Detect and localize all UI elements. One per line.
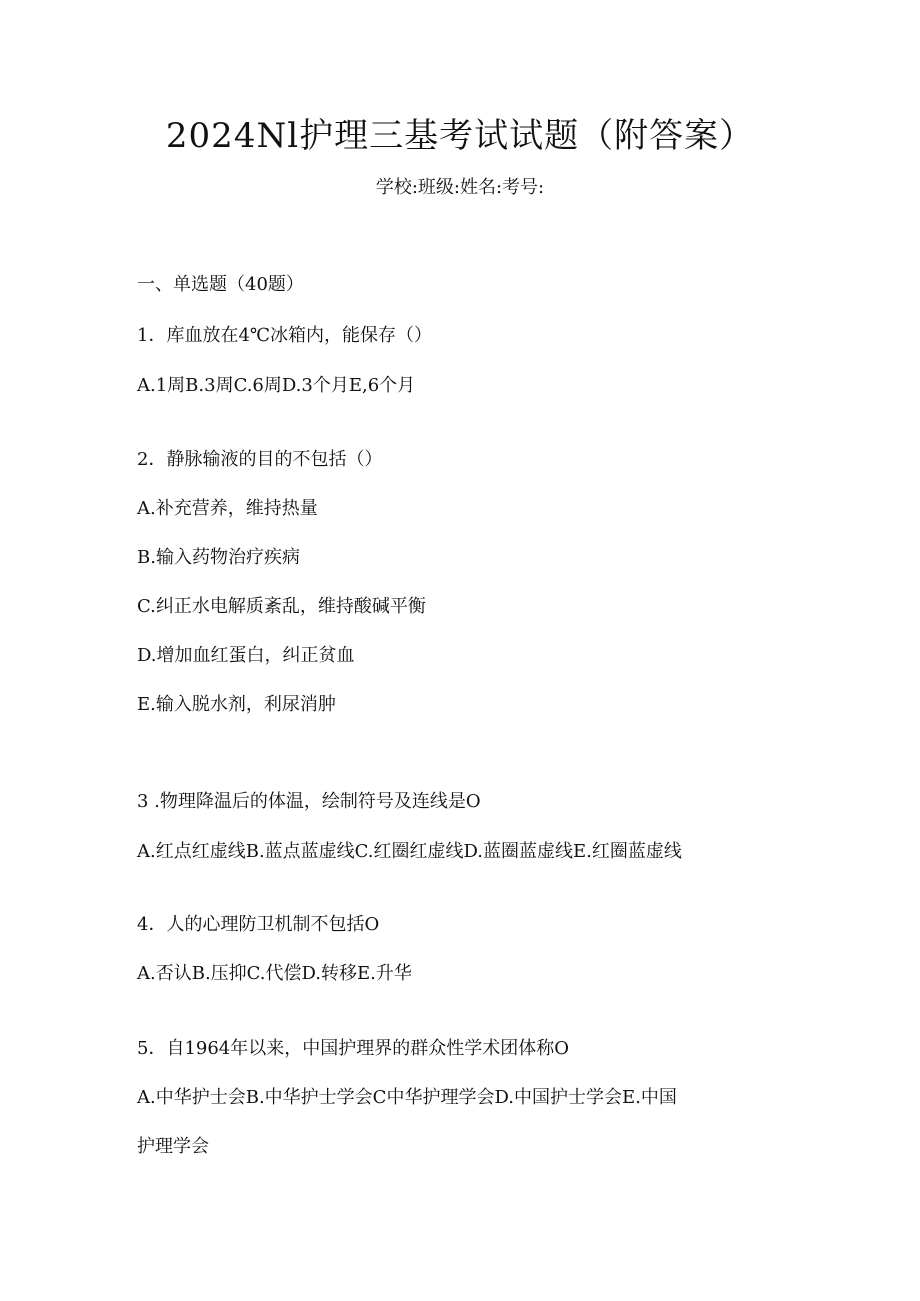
question-2-option-a: A.补充营养，维持热量	[137, 498, 318, 519]
question-2-option-e: E.输入脱水剂，利尿消肿	[137, 694, 336, 715]
question-4-options: A.否认B.压抑C.代偿D.转移E.升华	[137, 963, 412, 984]
question-5-options-continued: 护理学会	[137, 1136, 209, 1157]
question-5-options: A.中华护士会B.中华护士学会C中华护理学会D.中国护士学会E.中国	[137, 1087, 677, 1108]
question-5-stem: 5．自1964年以来，中国护理界的群众性学术团体称O	[137, 1038, 570, 1059]
question-2-option-b: B.输入药物治疗疾病	[137, 547, 300, 568]
question-2-stem: 2．静脉输液的目的不包括（）	[137, 449, 383, 470]
section-heading: 一、单选题（40题）	[137, 274, 304, 295]
question-3-stem: 3 .物理降温后的体温，绘制符号及连线是O	[137, 791, 481, 812]
student-info-line: 学校:班级:姓名:考号:	[375, 177, 545, 198]
question-1-options: A.1周B.3周C.6周D.3个月E,6个月	[137, 375, 416, 396]
question-3-options: A.红点红虚线B.蓝点蓝虚线C.红圈红虚线D.蓝圈蓝虚线E.红圈蓝虚线	[137, 841, 682, 862]
question-1-stem: 1．库血放在4℃冰箱内，能保存（）	[137, 325, 433, 346]
question-4-stem: 4．人的心理防卫机制不包括O	[137, 914, 380, 935]
question-2-option-d: D.增加血红蛋白，纠正贫血	[137, 645, 355, 666]
question-2-option-c: C.纠正水电解质紊乱，维持酸碱平衡	[137, 596, 426, 617]
document-title: 2024Nl护理三基考试试题（附答案）	[165, 116, 755, 156]
